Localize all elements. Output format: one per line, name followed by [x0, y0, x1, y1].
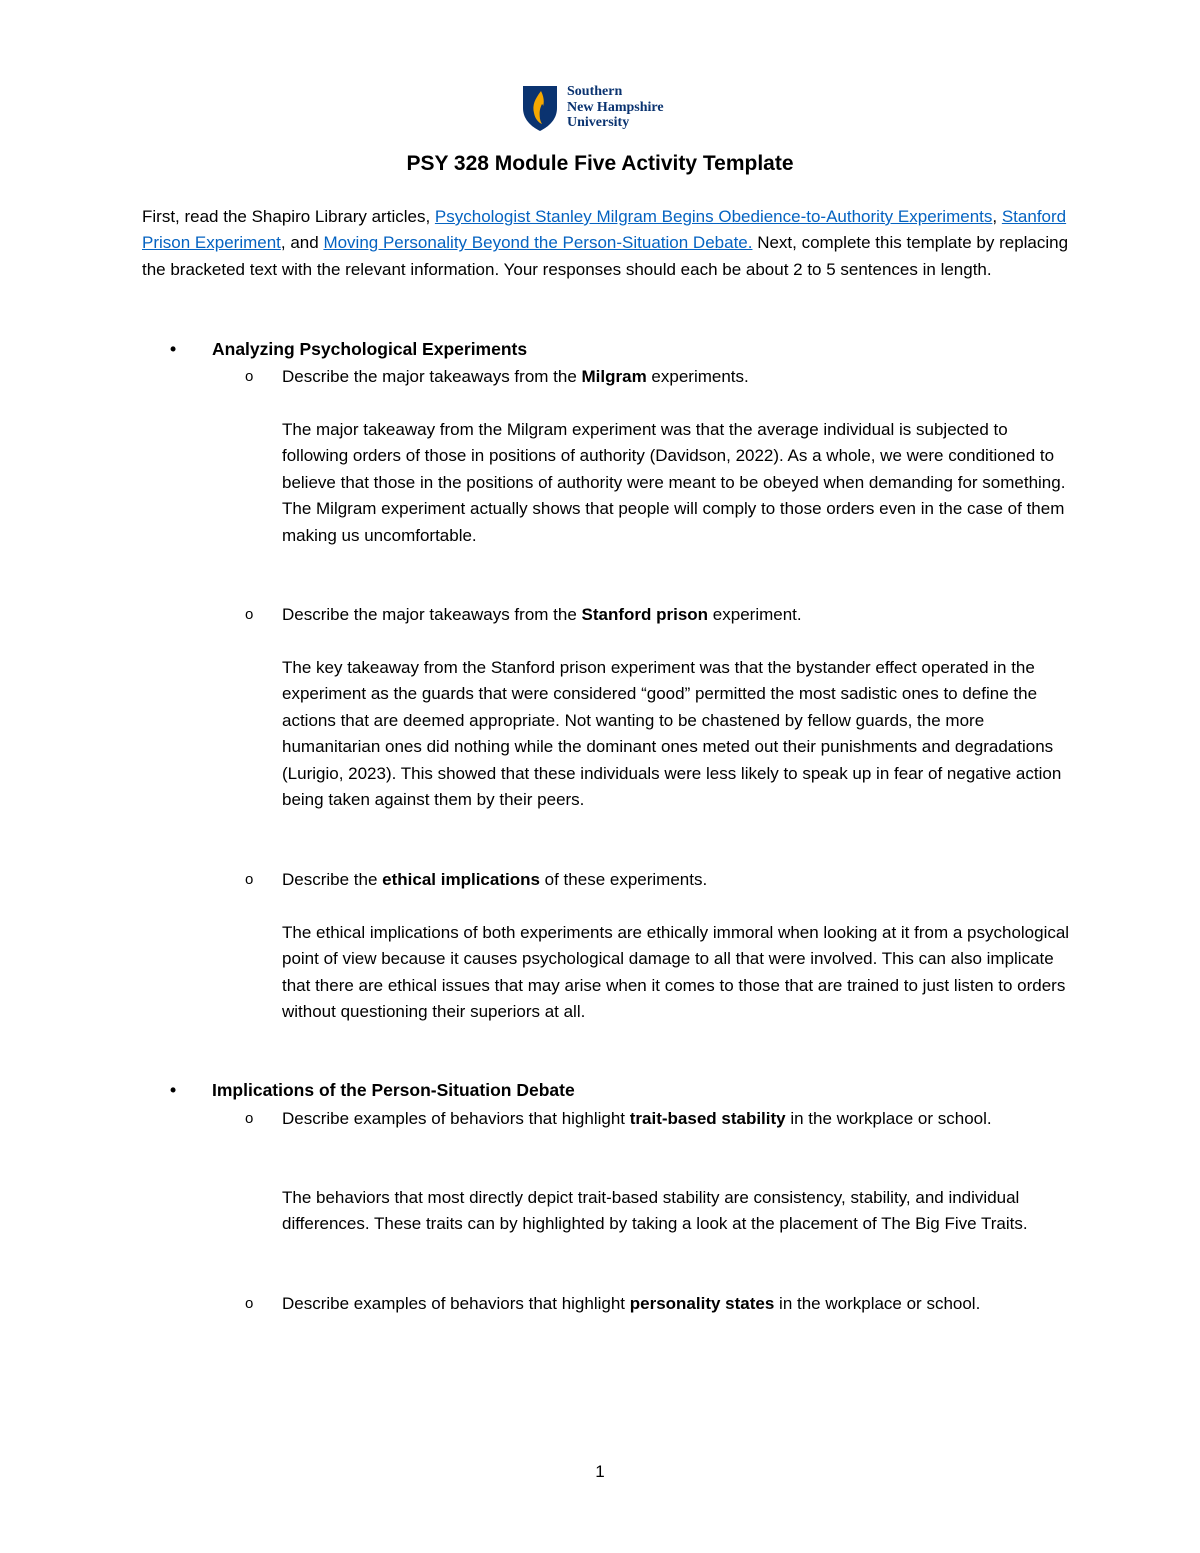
question-post: experiment. — [708, 605, 802, 624]
question-post: in the workplace or school. — [785, 1109, 992, 1128]
intro-sep-2: , and — [280, 233, 324, 253]
intro-sep-1: , — [992, 207, 1002, 226]
question-milgram — [245, 364, 1045, 390]
answer-trait-stability[interactable]: The behaviors that most directly depict trait-based stability are consistency, stability, and individual differences. These traits can by highlighted by taking a look at the placement of The Big Five Traits. — [282, 1188, 1028, 1234]
logo-wordmark — [567, 84, 707, 131]
list-marker: o — [245, 1110, 254, 1127]
shield-flame-icon — [520, 84, 560, 132]
intro-prefix: First, read the Shapiro Library articles, — [142, 207, 435, 226]
question-pre: Describe the major takeaways from the — [282, 605, 582, 624]
logo-line-1: Southern — [567, 84, 623, 99]
bullet-icon: • — [170, 339, 177, 359]
link-milgram-article[interactable]: Psychologist Stanley Milgram Begins Obedience-to-Authority Experiments — [434, 207, 993, 226]
question-trait-stability — [245, 1106, 1045, 1132]
link-person-situation-article[interactable]: Moving Personality Beyond the Person-Situation Debate. — [323, 233, 753, 253]
question-bold: Milgram — [581, 367, 647, 386]
question-text — [282, 1291, 1045, 1317]
page-number: 1 — [595, 1462, 605, 1481]
link-stanford-article[interactable]: Stanford Prison Experiment — [142, 207, 1067, 253]
section-heading-text: Analyzing Psychological Experiments — [212, 339, 528, 359]
question-bold: ethical implications — [382, 870, 540, 889]
logo-line-3: University — [567, 115, 630, 130]
document-title: PSY 328 Module Five Activity Template — [406, 152, 794, 175]
bullet-icon: • — [170, 1080, 177, 1100]
question-text — [282, 867, 1045, 893]
answer-ethics[interactable]: The ethical implications of both experiments are ethically immoral when looking at it from a psychological point of view because it causes psychological damage to all that were involved. This can also implicate that there are ethical issues that may arise when it comes to those that are trained to just listen to orders without questioning their superiors at all. — [282, 923, 1070, 1022]
university-logo — [520, 84, 700, 134]
answer-milgram[interactable]: The major takeaway from the Milgram experiment was that the average individual is subjected to following orders of those in positions of authority (Davidson, 2022). As a whole, we were conditioned to believe that those in the positions of authority were meant to be obeyed when demanding for something. The Milgram experiment actually shows that people will comply to those orders even in the case of them making us uncomfortable. — [282, 420, 1066, 545]
intro-paragraph — [142, 204, 1072, 283]
section-heading-text: Implications of the Person-Situation Debate — [212, 1080, 575, 1100]
question-text — [282, 364, 1045, 390]
question-pre: Describe examples of behaviors that highlight — [282, 1109, 630, 1128]
question-ethics — [245, 867, 1045, 893]
question-text — [282, 1106, 1045, 1132]
question-pre: Describe the — [282, 870, 383, 889]
list-marker: o — [245, 871, 254, 888]
list-marker: o — [245, 368, 254, 385]
question-pre: Describe the major takeaways from the — [282, 367, 582, 386]
question-bold: Stanford prison — [581, 605, 709, 624]
section-heading-analyzing — [170, 336, 527, 362]
question-post: experiments. — [646, 367, 749, 386]
question-post: of these experiments. — [539, 870, 708, 889]
question-text — [282, 602, 1045, 628]
question-bold: personality states — [629, 1294, 775, 1313]
question-personality-states — [245, 1291, 1045, 1317]
question-post: in the workplace or school. — [774, 1294, 981, 1313]
list-marker: o — [245, 606, 254, 623]
intro-suffix: Next, complete this template by replacing the bracketed text with the relevant information. Your responses should each be about 2 to 5 sentences in length. — [142, 233, 1069, 279]
question-bold: trait-based stability — [629, 1109, 786, 1128]
logo-line-2: New Hampshire — [567, 99, 664, 115]
question-stanford — [245, 602, 1045, 628]
question-pre: Describe examples of behaviors that highlight — [282, 1294, 630, 1313]
list-marker: o — [245, 1295, 254, 1312]
section-heading-person-situation — [170, 1077, 575, 1103]
answer-stanford[interactable]: The key takeaway from the Stanford prison experiment was that the bystander effect operated in the experiment as the guards that were considered “good” permitted the most sadistic ones to define the actions that are deemed appropriate. Not wanting to be chastened by fellow guards, the more humanitarian ones did nothing while the dominant ones meted out their punishments and degradations (Lurigio, 2023). This showed that these individuals were less likely to speak up in fear of negative action being taken against them by their peers. — [282, 658, 1062, 810]
